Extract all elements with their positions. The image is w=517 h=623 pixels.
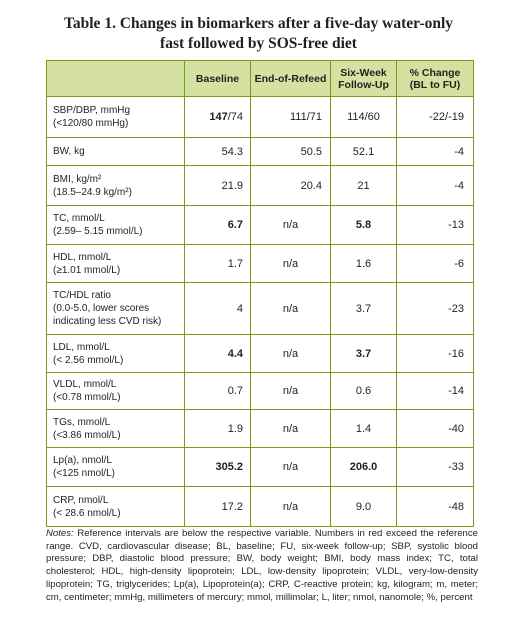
- followup-cell: 1.4: [331, 410, 397, 448]
- baseline-cell: 54.3: [185, 138, 251, 166]
- row-label: [47, 373, 185, 410]
- table-notes: [46, 528, 478, 604]
- baseline-cell: 1.7: [185, 245, 251, 283]
- change-cell: -16: [397, 335, 474, 373]
- header-row: [47, 61, 474, 97]
- row-label-line: (18.5–24.9 kg/m²): [53, 186, 132, 198]
- table-row: [47, 97, 474, 138]
- change-cell: -6: [397, 245, 474, 283]
- followup-cell: 1.6: [331, 245, 397, 283]
- header-col4-line2: (BL to FU): [409, 78, 461, 91]
- baseline-cell: 6.7: [185, 206, 251, 245]
- refeed-cell: n/a: [251, 335, 331, 373]
- row-label-line: BW, kg: [53, 146, 85, 157]
- row-label-line: Lp(a), nmol/L: [53, 455, 112, 466]
- row-label-line: indicating less CVD risk): [53, 316, 162, 327]
- row-label: [47, 138, 185, 166]
- baseline-bold-value: 147: [209, 111, 228, 123]
- row-label: [47, 487, 185, 527]
- row-label: [47, 448, 185, 487]
- header-six-week-follow-up: [331, 61, 397, 97]
- refeed-cell: n/a: [251, 448, 331, 487]
- refeed-cell: 111/71: [251, 97, 331, 138]
- row-label: [47, 245, 185, 283]
- row-label-line: (<125 nmol/L): [53, 468, 115, 479]
- followup-cell: 3.7: [331, 335, 397, 373]
- table-row: [47, 448, 474, 487]
- refeed-cell: n/a: [251, 206, 331, 245]
- change-cell: -14: [397, 373, 474, 410]
- row-label-line: TGs, mmol/L: [53, 416, 111, 428]
- row-label-line: (< 28.6 nmol/L): [53, 507, 121, 519]
- row-label: [47, 166, 185, 206]
- row-label-line: TC, mmol/L: [53, 213, 105, 224]
- refeed-cell: n/a: [251, 410, 331, 448]
- row-label-line: HDL, mmol/L: [53, 251, 112, 263]
- row-label: [47, 97, 185, 138]
- refeed-cell: n/a: [251, 283, 331, 335]
- row-label-line: SBP/DBP, mmHg: [53, 105, 131, 116]
- change-cell: -22/-19: [397, 97, 474, 138]
- row-label-line: (<0.78 mmol/L): [53, 392, 121, 403]
- followup-cell: 114/60: [331, 97, 397, 138]
- change-cell: -13: [397, 206, 474, 245]
- row-label-line: LDL, mmol/L: [53, 341, 110, 353]
- table-title-line1: Table 1. Changes in biomarkers after a five-day water-only: [63, 15, 454, 32]
- table-row: [47, 410, 474, 448]
- baseline-cell: [185, 97, 251, 138]
- baseline-cell: 0.7: [185, 373, 251, 410]
- row-label-line: (≥1.01 mmol/L): [53, 264, 121, 276]
- table-title: [0, 14, 517, 54]
- baseline-cell: 4: [185, 283, 251, 335]
- change-cell: -40: [397, 410, 474, 448]
- row-label-line: (<3.86 mmol/L): [53, 429, 121, 441]
- header-percent-change: [397, 61, 474, 97]
- change-cell: -23: [397, 283, 474, 335]
- biomarkers-table: [46, 60, 474, 527]
- table-row: [47, 283, 474, 335]
- row-label: [47, 410, 185, 448]
- baseline-cell: 21.9: [185, 166, 251, 206]
- change-cell: -48: [397, 487, 474, 527]
- header-baseline: Baseline: [185, 61, 251, 97]
- followup-cell: 52.1: [331, 138, 397, 166]
- row-label: [47, 283, 185, 335]
- table-row: [47, 245, 474, 283]
- change-cell: -33: [397, 448, 474, 487]
- row-label-line: (2.59– 5.15 mmol/L): [53, 226, 143, 237]
- baseline-cell: 17.2: [185, 487, 251, 527]
- table-title-line2: fast followed by SOS-free diet: [160, 35, 357, 52]
- header-col3-line2: Follow-Up: [338, 78, 389, 91]
- change-cell: -4: [397, 166, 474, 206]
- row-label-line: TC/HDL ratio: [53, 290, 111, 301]
- baseline-cell: 4.4: [185, 335, 251, 373]
- baseline-rest-value: /74: [227, 111, 243, 123]
- followup-cell: 9.0: [331, 487, 397, 527]
- followup-cell: 3.7: [331, 283, 397, 335]
- header-blank: [47, 61, 185, 97]
- header-col4-line1: % Change: [409, 66, 461, 79]
- row-label-line: (< 2.56 mmol/L): [53, 354, 124, 366]
- row-label: [47, 335, 185, 373]
- row-label-line: BMI, kg/m²: [53, 173, 102, 185]
- table-row: [47, 206, 474, 245]
- table-row: [47, 138, 474, 166]
- row-label-line: VLDL, mmol/L: [53, 379, 117, 390]
- table-row: [47, 487, 474, 527]
- refeed-cell: n/a: [251, 373, 331, 410]
- notes-text: Reference intervals are below the respective variable. Numbers in red exceed the reference range. CVD, cardiovascular disease; BL, baseline; FU, six-week follow-up; SBP, systolic blood pressure; DBP, diastolic blood pressure; BW, body weight; BMI, body mass index; TC, total cholesterol; HDL, high-density lipoprotein; LDL, low-density lipoprotein; VLDL, very-low-density lipoprotein; TG, triglycerides; Lp(a), Lipoprotein(a); CRP, C-reactive protein; kg, kilogram; m, meter; cm, centimeter; mmHg, millimeters of mercury; mmol, millimolar; L, liter; nmol, nanomole; %, percent: [46, 528, 478, 603]
- followup-cell: 0.6: [331, 373, 397, 410]
- row-label-line: (0.0-5.0, lower scores: [53, 303, 150, 314]
- table-row: [47, 335, 474, 373]
- row-label-line: (<120/80 mmHg): [53, 118, 129, 129]
- notes-prefix: Notes:: [46, 528, 74, 539]
- refeed-cell: n/a: [251, 245, 331, 283]
- followup-cell: 206.0: [331, 448, 397, 487]
- baseline-cell: 305.2: [185, 448, 251, 487]
- refeed-cell: 50.5: [251, 138, 331, 166]
- table-body: [47, 97, 474, 527]
- table-row: [47, 373, 474, 410]
- refeed-cell: 20.4: [251, 166, 331, 206]
- refeed-cell: n/a: [251, 487, 331, 527]
- followup-cell: 5.8: [331, 206, 397, 245]
- row-label: [47, 206, 185, 245]
- change-cell: -4: [397, 138, 474, 166]
- header-col3-line1: Six-Week: [340, 66, 387, 79]
- followup-cell: 21: [331, 166, 397, 206]
- header-end-of-refeed: End-of-Refeed: [251, 61, 331, 97]
- baseline-cell: 1.9: [185, 410, 251, 448]
- row-label-line: CRP, nmol/L: [53, 494, 109, 506]
- table-row: [47, 166, 474, 206]
